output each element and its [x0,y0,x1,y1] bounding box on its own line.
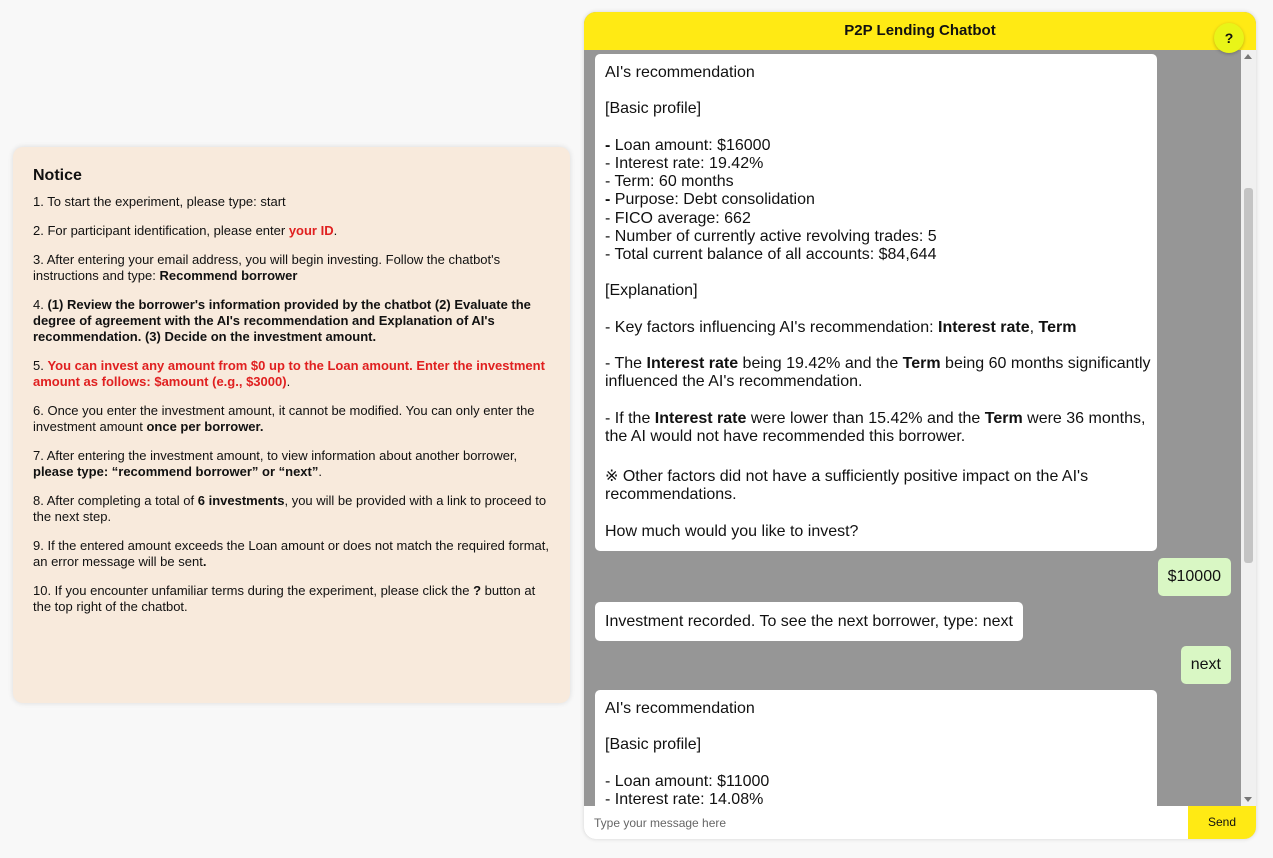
profile-total-balance: Total current balance of all accounts: $84,644 [614,246,937,263]
profile-line: - Purpose: Debt consolidation [605,191,815,209]
text: being 19.42% and the [738,355,903,373]
profile-interest-rate: Interest rate: 14.08% [614,790,764,806]
notice-item-5 [33,358,550,390]
chat-scrollbar[interactable] [1241,50,1256,806]
message-input[interactable] [584,806,1188,839]
notice-item-10 [33,583,550,615]
profile-line: - Number of currently active revolving trades: 5 [605,227,937,245]
profile-line: - Total current balance of all accounts: $84,644 [605,246,937,263]
notice-item-7 [33,448,550,480]
recommendation-heading: AI's recommendation [605,64,755,81]
scroll-up-arrow-icon[interactable] [1244,54,1252,59]
help-button[interactable]: ? [1214,23,1244,53]
text: were 36 months, [1022,409,1146,427]
notice-item-2-highlight: your ID [288,223,334,238]
explanation-label: [Explanation] [605,282,698,300]
bot-message-recommendation [595,690,1157,806]
notice-item-3-text: 3. After entering your email address, you will begin investing. Follow the chatbot's instructions and type: [33,252,501,283]
profile-purpose: Purpose: Debt consolidation [614,191,815,209]
text: Interest rate [654,409,747,427]
text: being 60 months significantly [940,355,1151,373]
confirmation-text: Investment recorded. To see the next borrower, type: next [605,613,1013,630]
basic-profile-label: [Basic profile] [605,736,702,754]
bot-message-confirmation [595,602,1023,641]
key-factor-separator: , [1029,318,1039,336]
notice-item-3 [33,252,550,284]
explanation-paragraph-2 [605,410,1147,428]
notice-item-7-command: please type: “recommend borrower” or “next” [33,464,319,479]
other-factors-note: ※ Other factors did not have a sufficiently positive impact on the AI's [605,468,1089,486]
notice-item-4-text: (1) Review the borrower's information provided by the chatbot (2) Evaluate the degree of agreement with the AI's recommendation and Explanation of AI's recommendation. (3) Decide on the investment amount. [33,297,531,344]
profile-interest-rate: Interest rate: 19.42% [614,154,764,172]
notice-item-2-text: 2. For participant identification, please enter [33,223,289,238]
notice-item-2 [33,223,550,239]
chatbot-window [584,12,1256,839]
notice-panel [13,147,570,703]
notice-title: Notice [33,167,82,184]
notice-item-4 [33,297,550,345]
notice-item-9-text: 9. If the entered amount exceeds the Loan amount or does not match the required format, an error message will be sent [33,538,549,569]
explanation-paragraph-2-cont: the AI would not have recommended this borrower. [605,427,966,445]
notice-item-7-end: . [318,464,322,479]
notice-item-6-emphasis: once per borrower. [146,419,264,434]
notice-item-6 [33,403,550,435]
chatbot-title: P2P Lending Chatbot [844,22,996,39]
text: were lower than 15.42% and the [746,409,985,427]
key-factors-text: - Key factors influencing AI's recommendation: [605,318,938,336]
notice-item-5-end: . [286,374,291,389]
text: Term [902,355,941,373]
notice-item-5-text: You can invest any amount from $0 up to the Loan amount. Enter the investment amount as follows: $amount (e.g., $3000) [33,358,545,389]
user-message: $10000 [1158,558,1231,596]
chat-messages-area[interactable] [584,50,1256,806]
text: Term [984,409,1023,427]
notice-item-9 [33,538,550,570]
notice-item-1 [33,194,550,210]
notice-item-10-symbol: ? [473,583,482,598]
notice-item-8 [33,493,550,525]
key-factor-interest-rate: Interest rate [938,318,1030,336]
recommendation-heading: AI's recommendation [605,700,755,717]
key-factors-line [605,319,1147,337]
profile-line: - Interest rate: 14.08% [605,790,764,806]
profile-revolving-trades: Number of currently active revolving trades: 5 [614,227,937,245]
profile-line: - Term: 60 months [605,173,734,191]
profile-line: - FICO average: 662 [605,209,751,227]
basic-profile-label: [Basic profile] [605,100,702,118]
notice-item-6-text: 6. Once you enter the investment amount, it cannot be modified. You can only enter the investment amount [33,403,535,434]
text: - If the [605,409,655,427]
chatbot-header [584,12,1256,50]
profile-line: - Loan amount: $11000 [605,772,770,790]
notice-item-10-end: button at the top right of the chatbot. [33,583,536,614]
scroll-down-arrow-icon[interactable] [1244,797,1252,802]
notice-item-8-emphasis: 6 investments [197,493,285,508]
notice-item-1-text: 1. To start the experiment, please type: start [33,194,286,209]
profile-loan-amount: Loan amount: $11000 [614,772,770,790]
notice-item-5-number: 5. [33,358,48,373]
send-button[interactable]: Send [1188,806,1256,839]
scroll-thumb[interactable] [1244,188,1253,563]
notice-item-4-number: 4. [33,297,48,312]
notice-item-10-text: 10. If you encounter unfamiliar terms during the experiment, please click the [33,583,474,598]
notice-item-2-end: . [333,223,338,238]
profile-term: Term: 60 months [614,173,734,191]
explanation-paragraph-1-cont: influenced the AI's recommendation. [605,373,863,391]
notice-item-3-command: Recommend borrower [159,268,298,283]
message-input-bar [584,806,1256,839]
notice-item-8-text: 8. After completing a total of [33,493,198,508]
key-factor-term: Term [1038,318,1077,336]
user-message: next [1181,646,1231,684]
explanation-paragraph-1 [605,355,1151,373]
notice-item-9-end: . [202,554,207,569]
profile-loan-amount: Loan amount: $16000 [614,136,771,154]
profile-fico: FICO average: 662 [614,209,751,227]
profile-line: - Interest rate: 19.42% [605,154,764,172]
other-factors-note-cont: recommendations. [605,486,737,504]
text: - The [605,355,647,373]
profile-line: - Loan amount: $16000 [605,136,771,154]
bot-message-recommendation [595,54,1157,551]
text: Interest rate [646,355,739,373]
notice-item-7-text: 7. After entering the investment amount, to view information about another borrower, [33,448,518,463]
notice-item-8-end: , you will be provided with a link to proceed to the next step. [33,493,547,524]
investment-question: How much would you like to invest? [605,522,859,540]
